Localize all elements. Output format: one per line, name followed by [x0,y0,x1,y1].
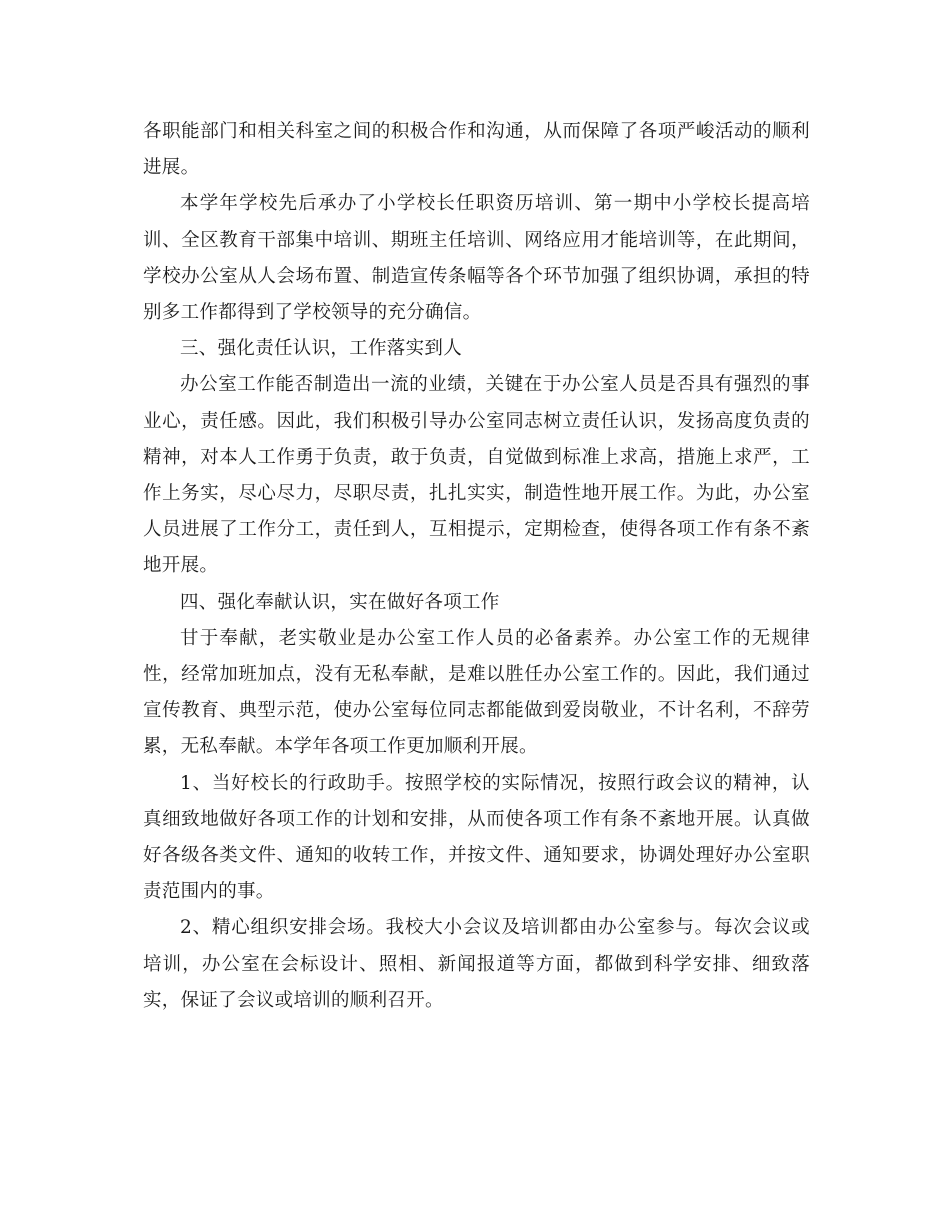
section-heading-dedication: 四、强化奉献认识，实在做好各项工作 [180,591,500,613]
paragraph-responsibility: 办公室工作能否制造出一流的业绩，关键在于办公室人员是否具有强烈的事业心，责任感。因此，我们积极引导办公室同志树立责任认识，发扬高度负责的精神，对本人工作勇于负责，敢于负责，自觉做到标准上求高，措施上求严，工作上务实，尽心尽力，尽职尽责，扎扎实实，制造性地开展工作。为此，办公室人员进展了工作分工，责任到人，互相提示，定期检查，使得各项工作有条不紊地开展。 [143,374,810,577]
list-item-assistant: 1、当好校长的行政助手。按照学校的实际情况，按照行政会议的精神，认真细致地做好各项工作的计划和安排，从而使各项工作有条不紊地开展。认真做好各级各类文件、通知的收转工作，并按文件、通知要求，协调处理好办公室职责范围内的事。 [143,772,810,903]
document-body [143,114,810,1019]
paragraph-continuation: 各职能部门和相关科室之间的积极合作和沟通，从而保障了各项严峻活动的顺利进展。 [143,121,810,179]
paragraph-training: 本学年学校先后承办了小学校长任职资历培训、第一期中小学校长提高培训、全区教育干部集中培训、期班主任培训、网络应用才能培训等，在此期间，学校办公室从人会场布置、制造宣传条幅等各个环节加强了组织协调，承担的特别多工作都得到了学校领导的充分确信。 [143,193,810,324]
paragraph-dedication: 甘于奉献，老实敬业是办公室工作人员的必备素养。办公室工作的无规律性，经常加班加点，没有无私奉献，是难以胜任办公室工作的。因此，我们通过宣传教育、典型示范，使办公室每位同志都能做到爱岗敬业，不计名利，不辞劳累，无私奉献。本学年各项工作更加顺利开展。 [143,627,810,758]
section-heading-responsibility: 三、强化责任认识，工作落实到人 [180,338,463,360]
list-item-venue: 2、精心组织安排会场。我校大小会议及培训都由办公室参与。每次会议或培训，办公室在会标设计、照相、新闻报道等方面，都做到科学安排、细致落实，保证了会议或培训的顺利召开。 [143,917,810,1011]
